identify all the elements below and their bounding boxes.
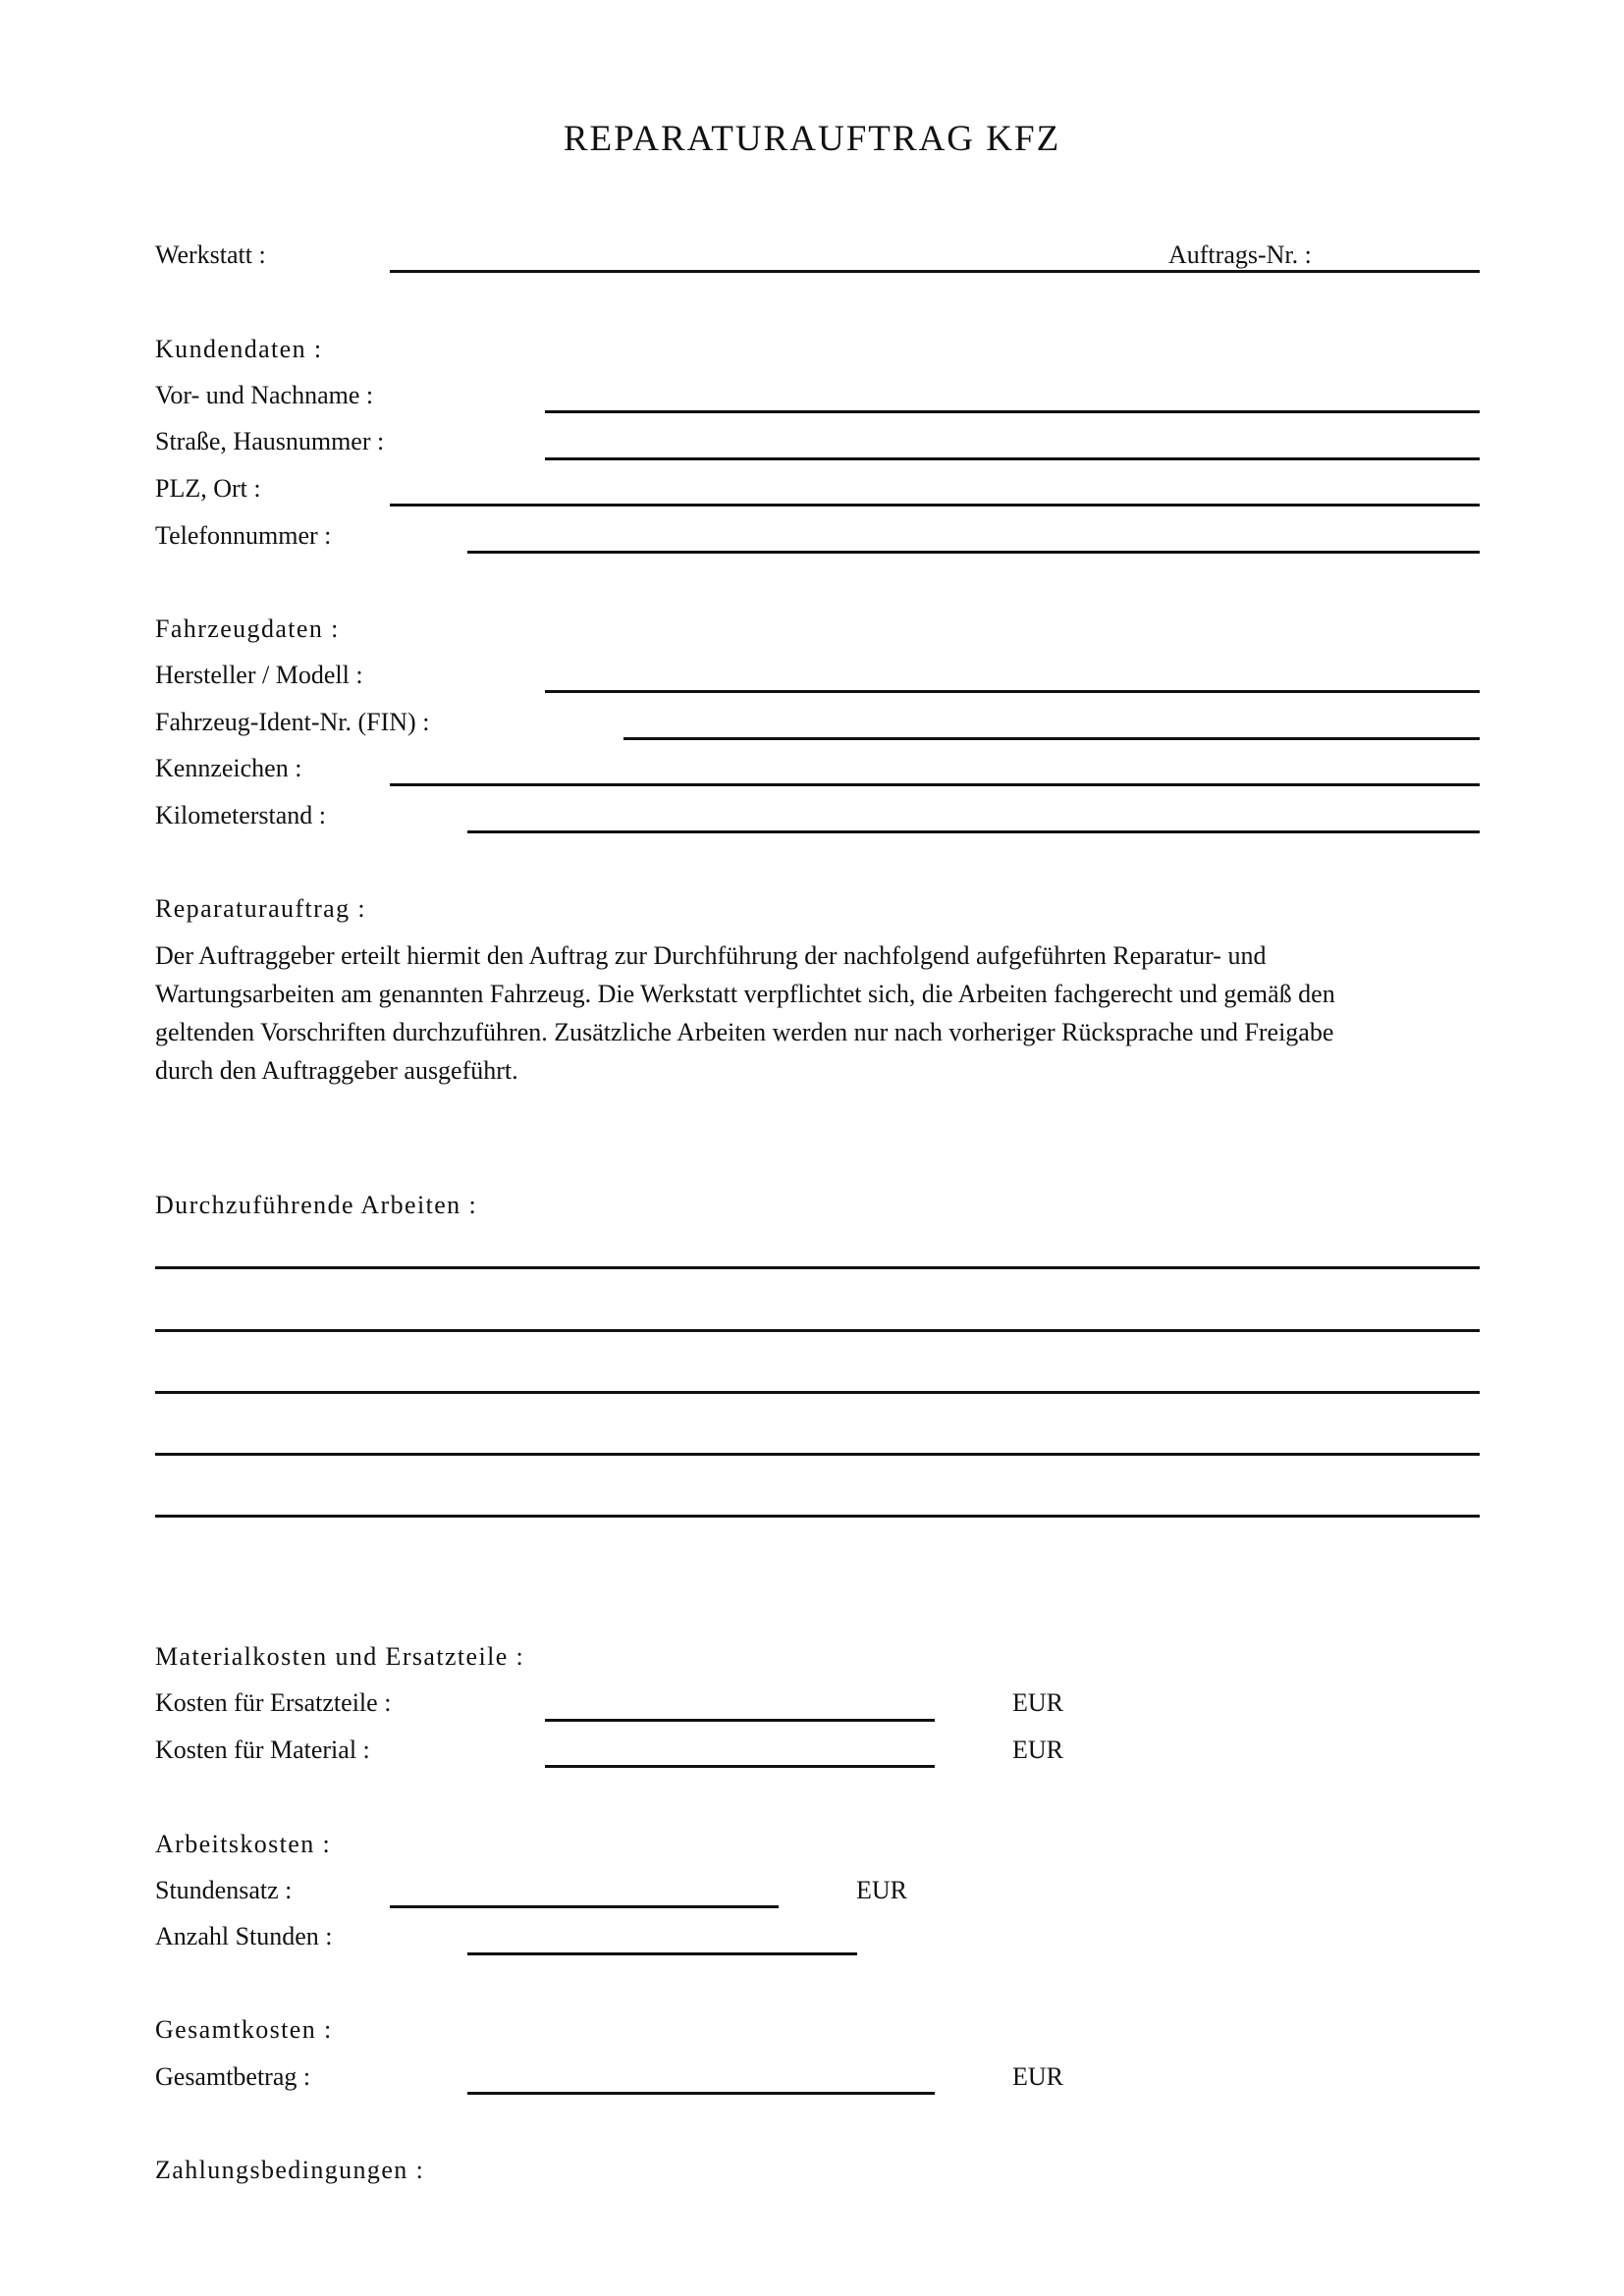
- work-line-5[interactable]: [155, 1515, 1480, 1518]
- plate-field[interactable]: [390, 783, 1480, 786]
- repair-order-line: Wartungsarbeiten am genannten Fahrzeug. Die Werkstatt verpflichtet sich, die Arbeiten fachgerecht und gemäß den: [155, 980, 1335, 1008]
- work-line-2[interactable]: [155, 1329, 1480, 1332]
- street-label: Straße, Hausnummer :: [155, 427, 385, 455]
- name-field[interactable]: [545, 410, 1480, 413]
- parts-cost-field[interactable]: [545, 1719, 935, 1722]
- page-title: REPARATURAUFTRAG KFZ: [563, 119, 1061, 159]
- plate-label: Kennzeichen :: [155, 754, 302, 782]
- total-heading: Gesamtkosten :: [155, 2015, 333, 2044]
- total-amount-field[interactable]: [467, 2092, 935, 2095]
- work-line-1[interactable]: [155, 1266, 1480, 1269]
- workshop-label: Werkstatt :: [155, 240, 266, 269]
- mileage-label: Kilometerstand :: [155, 801, 327, 829]
- parts-cost-label: Kosten für Ersatzteile :: [155, 1688, 392, 1717]
- material-cost-field[interactable]: [545, 1765, 935, 1768]
- repair-order-line: Der Auftraggeber erteilt hiermit den Auftrag zur Durchführung der nachfolgend aufgeführten Reparatur- und: [155, 941, 1267, 970]
- model-field[interactable]: [545, 690, 1480, 693]
- model-label: Hersteller / Modell :: [155, 661, 363, 689]
- vin-label: Fahrzeug-Ident-Nr. (FIN) :: [155, 708, 430, 736]
- repair-order-heading: Reparaturauftrag :: [155, 894, 367, 923]
- mileage-field[interactable]: [467, 830, 1480, 833]
- parts-currency: EUR: [1012, 1688, 1063, 1717]
- work-line-3[interactable]: [155, 1391, 1480, 1394]
- customer-heading: Kundendaten :: [155, 335, 323, 363]
- hourly-rate-label: Stundensatz :: [155, 1876, 293, 1904]
- material-cost-label: Kosten für Material :: [155, 1735, 370, 1764]
- material-currency: EUR: [1012, 1735, 1063, 1764]
- phone-field[interactable]: [467, 551, 1480, 554]
- vin-field[interactable]: [623, 737, 1480, 740]
- hours-field[interactable]: [467, 1952, 857, 1955]
- workshop-field[interactable]: [390, 270, 1480, 273]
- work-line-4[interactable]: [155, 1453, 1480, 1456]
- total-amount-label: Gesamtbetrag :: [155, 2062, 311, 2091]
- hours-label: Anzahl Stunden :: [155, 1922, 333, 1950]
- order-no-label: Auftrags-Nr. :: [1168, 240, 1312, 269]
- repair-order-text: [155, 936, 1477, 1090]
- labor-heading: Arbeitskosten :: [155, 1830, 332, 1858]
- name-label: Vor- und Nachname :: [155, 381, 374, 409]
- rate-currency: EUR: [856, 1876, 907, 1904]
- phone-label: Telefonnummer :: [155, 521, 332, 550]
- vehicle-heading: Fahrzeugdaten :: [155, 614, 340, 643]
- city-field[interactable]: [390, 504, 1480, 507]
- street-field[interactable]: [545, 457, 1480, 460]
- repair-order-line: durch den Auftraggeber ausgeführt.: [155, 1056, 518, 1085]
- work-heading: Durchzuführende Arbeiten :: [155, 1191, 478, 1219]
- city-label: PLZ, Ort :: [155, 474, 261, 503]
- payment-heading: Zahlungsbedingungen :: [155, 2156, 425, 2184]
- hourly-rate-field[interactable]: [390, 1905, 779, 1908]
- material-heading: Materialkosten und Ersatzteile :: [155, 1642, 525, 1671]
- repair-order-line: geltenden Vorschriften durchzuführen. Zusätzliche Arbeiten werden nur nach vorheriger Rücksprache und Freigabe: [155, 1018, 1334, 1046]
- total-currency: EUR: [1012, 2062, 1063, 2091]
